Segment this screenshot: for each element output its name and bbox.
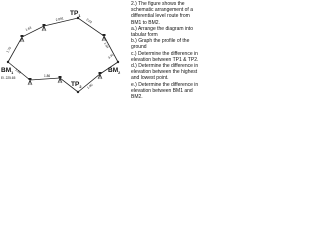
reading-label: 2.891 (55, 16, 65, 22)
reading-label: 2.02 (85, 17, 93, 25)
bm1-label: $BM_1$ (1, 67, 14, 75)
reading-label: 1.54 (103, 41, 110, 49)
tp1-label: $TP_1$ (70, 10, 81, 18)
problem-part-c: c.) Determine the difference in elevation between TP1 & TP2. (131, 50, 199, 63)
problem-part-d: d.) Determine the difference in elevation between the highest and lowest point. (131, 63, 199, 82)
level-instrument-icon (20, 35, 24, 42)
bm2-marker (117, 61, 119, 63)
problem-part-a: a.) Arrange the diagram into tabular form (131, 25, 193, 39)
reading-label: 1.80 (86, 82, 94, 90)
level-instrument-icon (42, 24, 46, 31)
reading-label: 1.88 (14, 67, 22, 75)
tp2-marker (77, 91, 79, 93)
level-instrument-icon (28, 78, 32, 85)
bm1-elevation-label: El. 225.65 (1, 76, 16, 80)
problem-part-e: e.) Determine the difference in elevation between BM1 and BM2. (131, 81, 199, 101)
bm1-marker (7, 61, 9, 63)
reading-label: 3.31 (107, 52, 115, 60)
problem-statement (131, 1, 199, 101)
level-route-diagram (0, 0, 130, 102)
level-instrument-icon (102, 34, 106, 41)
problem-part-b: b.) Graph the profile of the ground (131, 38, 190, 51)
reading-label: 1.63 (24, 25, 33, 32)
tp2-label: $TP_2$ (71, 81, 82, 89)
bm2-label: $BM_2$ (108, 67, 121, 75)
route-upper-line (8, 18, 118, 62)
reading-label: 1.86 (44, 74, 51, 78)
problem-intro: 2.) The figure shows the schematic arrangement of a differential level route from BM1 to BM2. (131, 1, 193, 26)
reading-label: 1.75 (5, 46, 13, 54)
